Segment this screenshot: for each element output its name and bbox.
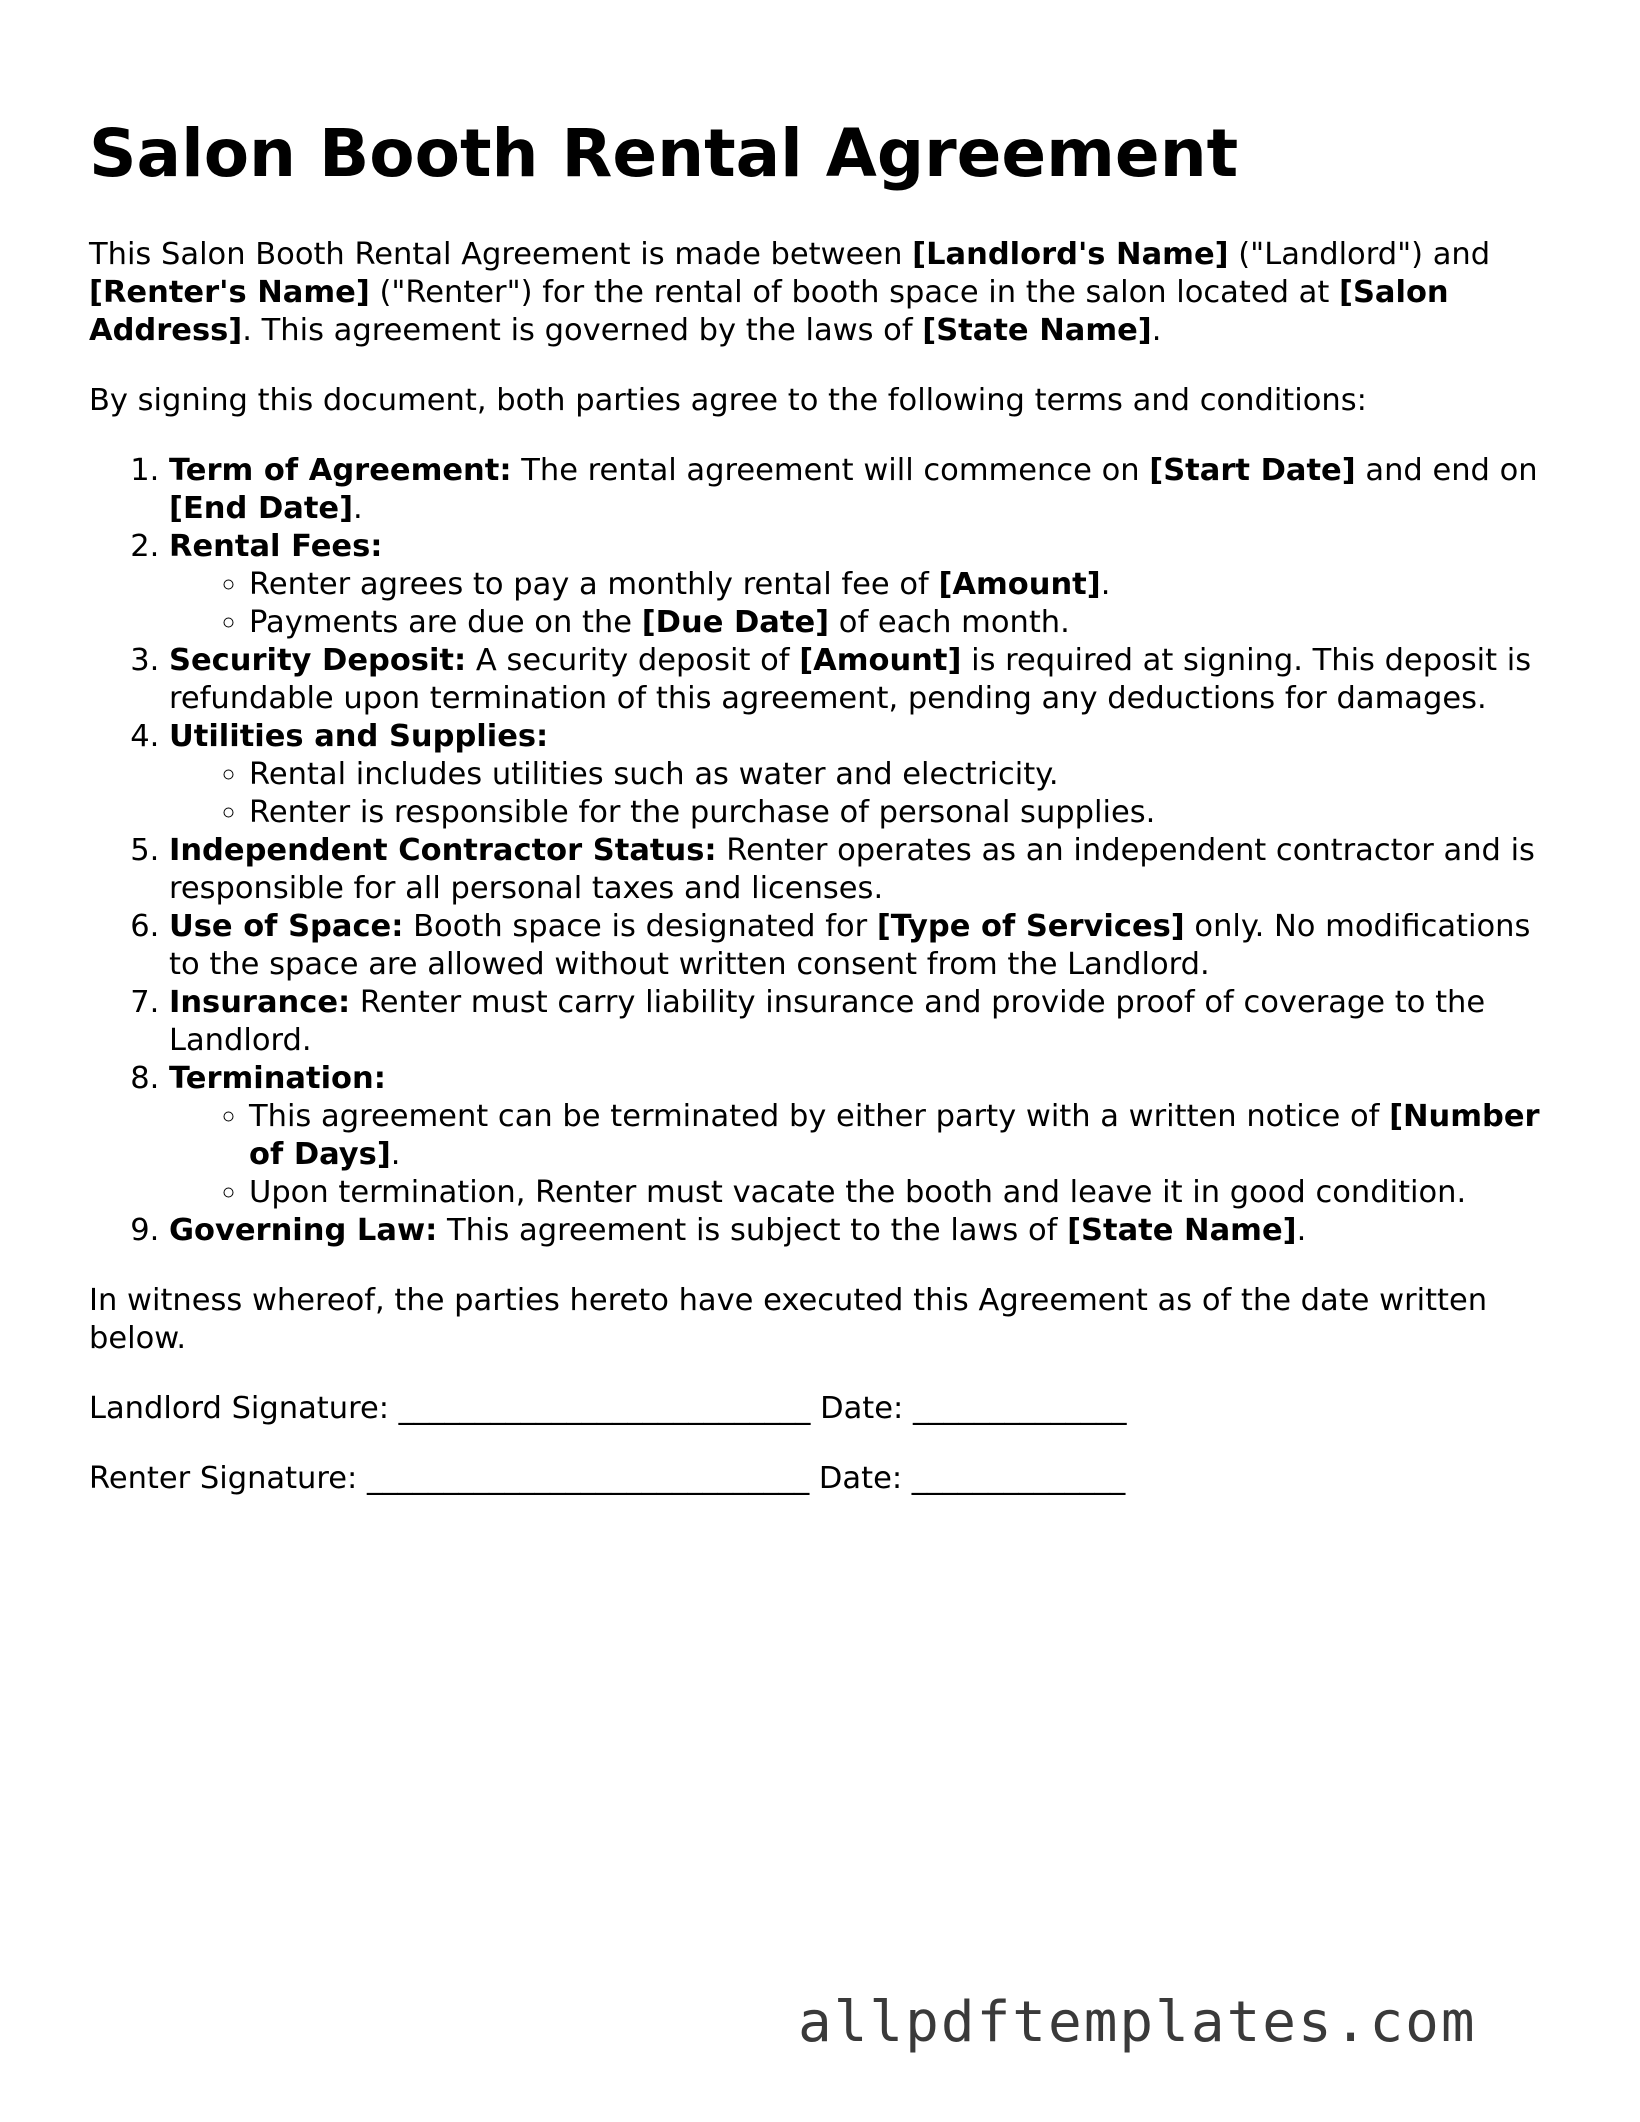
security-deposit-item: 3. Security Deposit: A security deposit of [Amount] is required at signing. This deposit is refundable upon termination of this agreement, pending any deductions for damages. — [169, 642, 1569, 718]
independent-contractor-item: 5. Independent Contractor Status: Renter operates as an independent contractor and is responsible for all personal taxes and licenses. — [169, 832, 1569, 908]
list-item: ◦ Renter agrees to pay a monthly rental fee of [Amount]. — [249, 566, 1569, 604]
term-of-agreement-item: 1. Term of Agreement: The rental agreement will commence on [Start Date] and end on [End Date]. — [169, 452, 1569, 528]
state-name-placeholder: [State Name] — [1067, 1213, 1297, 1248]
termination-item: 8. Termination: ◦ This agreement can be terminated by either party with a written notice of [Number of Days]. ◦ Upon termination, Renter must vacate the booth and leave it in good condition. — [169, 1060, 1569, 1212]
end-date-placeholder: [End Date] — [169, 491, 354, 526]
salon-address-placeholder: [Salon Address] — [89, 275, 1449, 348]
landlord-name-placeholder: [Landlord's Name] — [912, 237, 1229, 272]
witness-paragraph: In witness whereof, the parties hereto have executed this Agreement as of the date written below. — [89, 1283, 1488, 1356]
state-name-placeholder: [State Name] — [922, 313, 1152, 348]
amount-placeholder: [Amount] — [799, 643, 962, 678]
document-title: Salon Booth Rental Agreement — [89, 115, 1239, 192]
watermark: allpdftemplates.com — [798, 1990, 1477, 2055]
governing-law-item: 9. Governing Law: This agreement is subject to the laws of [State Name]. — [169, 1212, 1569, 1250]
list-item: ◦ Payments are due on the [Due Date] of each month. — [249, 604, 1569, 642]
insurance-item: 7. Insurance: Renter must carry liability insurance and provide proof of coverage to the Landlord. — [169, 984, 1569, 1060]
termination-sublist — [169, 1098, 1569, 1212]
intro-paragraph: This Salon Booth Rental Agreement is made between [Landlord's Name] ("Landlord") and [Renter's Name] ("Renter") for the rental of booth space in the salon located at [Salon Address]. This agreement is governed by the laws of [State Name]. — [89, 237, 1491, 348]
renter-name-placeholder: [Renter's Name] — [89, 275, 370, 310]
amount-placeholder: [Amount] — [938, 567, 1101, 602]
renter-signature-line: Renter Signature: _____________________________ Date: ______________ — [89, 1461, 1126, 1496]
document-page — [89, 114, 1569, 1530]
list-item: ◦ This agreement can be terminated by either party with a written notice of [Number of Days]. — [249, 1098, 1569, 1174]
use-of-space-item: 6. Use of Space: Booth space is designated for [Type of Services] only. No modifications to the space are allowed without written consent from the Landlord. — [169, 908, 1569, 984]
list-item: ◦ Renter is responsible for the purchase of personal supplies. — [249, 794, 1569, 832]
landlord-signature-line: Landlord Signature: ___________________________ Date: ______________ — [89, 1391, 1127, 1426]
rental-fees-sublist — [169, 566, 1569, 642]
due-date-placeholder: [Due Date] — [641, 605, 830, 640]
utilities-sublist — [169, 756, 1569, 832]
start-date-placeholder: [Start Date] — [1149, 453, 1356, 488]
list-item: ◦ Rental includes utilities such as water and electricity. — [249, 756, 1569, 794]
list-item: ◦ Upon termination, Renter must vacate the booth and leave it in good condition. — [249, 1174, 1569, 1212]
number-of-days-placeholder: [Number of Days] — [249, 1099, 1540, 1172]
lead-in-paragraph: By signing this document, both parties agree to the following terms and conditions: — [89, 383, 1367, 418]
services-placeholder: [Type of Services] — [876, 909, 1185, 944]
utilities-supplies-item: 4. Utilities and Supplies: ◦ Rental includes utilities such as water and electricity. ◦ Renter is responsible for the purchase of personal supplies. — [169, 718, 1569, 832]
terms-list — [89, 452, 1569, 1250]
rental-fees-item: 2. Rental Fees: ◦ Renter agrees to pay a monthly rental fee of [Amount]. ◦ Payments are due on the [Due Date] of each month. — [169, 528, 1569, 642]
